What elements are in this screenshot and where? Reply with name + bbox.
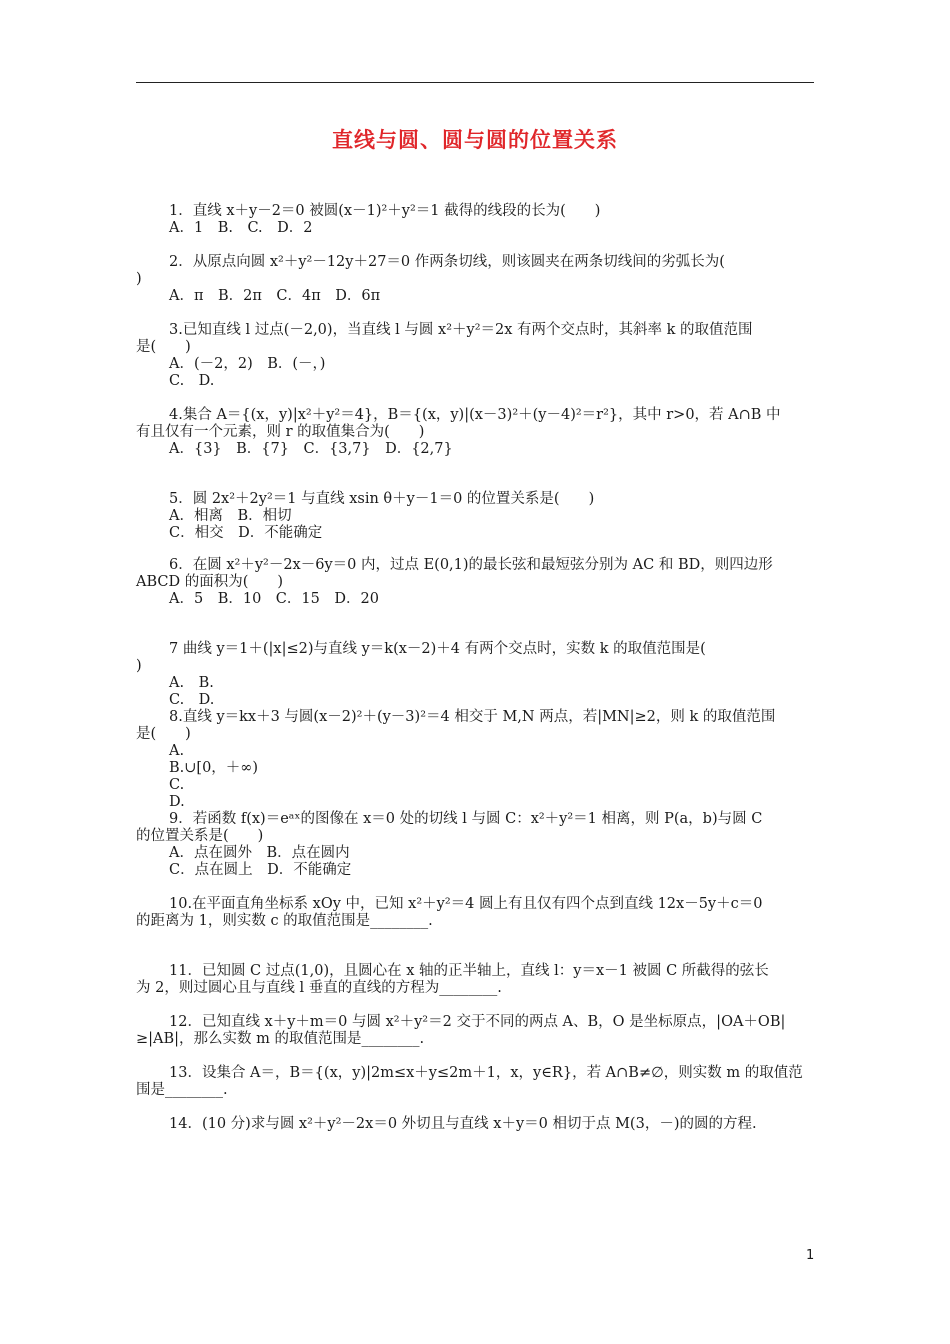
question-list xyxy=(136,200,818,1133)
answer-options: A．π B．2π C．4π D．6π xyxy=(169,288,381,304)
question-text: 9．若函数 f(x)＝eᵃˣ的图像在 x＝0 处的切线 l 与圆 C：x²＋y²＝1 相离，则 P(a，b)与圆 C xyxy=(169,811,763,827)
answer-options: C. D. xyxy=(169,692,215,708)
answer-options: A．1 B. C. D．2 xyxy=(169,220,313,236)
answer-options: C．点在圆上 D．不能确定 xyxy=(169,862,352,878)
question-11 xyxy=(136,963,818,997)
question-text-cont: 有且仅有一个元素，则 r 的取值集合为( ) xyxy=(136,424,425,440)
question-8 xyxy=(136,709,818,811)
question-1 xyxy=(136,203,818,237)
question-text: 13．设集合 A＝，B＝{(x，y)|2m≤x＋y≤2m＋1，x，y∈R}，若 A∩B≠∅，则实数 m 的取值范 xyxy=(169,1065,803,1081)
answer-options: A．点在圆外 B．点在圆内 xyxy=(169,845,350,861)
question-text: 11．已知圆 C 过点(1,0)，且圆心在 x 轴的正半轴上，直线 l：y＝x－1 被圆 C 所截得的弦长 xyxy=(169,963,769,979)
answer-options: A. B. xyxy=(169,675,214,691)
page-number: 1 xyxy=(806,1248,815,1263)
answer-options: C. xyxy=(169,777,185,793)
question-text: 5．圆 2x²＋2y²＝1 与直线 xsin θ＋y－1＝0 的位置关系是( ) xyxy=(169,491,595,507)
answer-options: D. xyxy=(169,794,185,810)
answer-options: A．相离 B．相切 xyxy=(169,508,292,524)
question-text: 4.集合 A＝{(x，y)|x²＋y²＝4}，B＝{(x，y)|(x－3)²＋(y－4)²＝r²}，其中 r>0，若 A∩B 中 xyxy=(169,407,781,423)
question-6 xyxy=(136,557,818,608)
question-10 xyxy=(136,896,818,930)
question-5 xyxy=(136,491,818,542)
header-rule xyxy=(136,82,814,83)
question-text: 6．在圆 x²＋y²－2x－6y＝0 内，过点 E(0,1)的最长弦和最短弦分别为 AC 和 BD，则四边形 xyxy=(169,557,773,573)
question-text-cont: 为 2，则过圆心且与直线 l 垂直的直线的方程为________. xyxy=(136,980,502,996)
answer-options: A．{3} B．{7} C．{3,7} D．{2,7} xyxy=(169,441,453,457)
question-text: 12．已知直线 x＋y＋m＝0 与圆 x²＋y²＝2 交于不同的两点 A、B，O 是坐标原点，|OA＋OB| xyxy=(169,1014,786,1030)
question-text: 10.在平面直角坐标系 xOy 中，已知 x²＋y²＝4 圆上有且仅有四个点到直线 12x－5y＋c＝0 xyxy=(169,896,763,912)
question-text-cont: ≥|AB|，那么实数 m 的取值范围是________. xyxy=(136,1031,425,1047)
answer-options: C. D. xyxy=(169,373,215,389)
question-13 xyxy=(136,1065,818,1099)
question-text-cont: 是( ) xyxy=(136,726,191,742)
question-text: 7 曲线 y＝1＋(|x|≤2)与直线 y＝k(x－2)＋4 有两个交点时，实数 k 的取值范围是( xyxy=(169,641,706,657)
question-text: 3.已知直线 l 过点(－2,0)，当直线 l 与圆 x²＋y²＝2x 有两个交点时，其斜率 k 的取值范围 xyxy=(169,322,753,338)
question-12 xyxy=(136,1014,818,1048)
question-2 xyxy=(136,254,818,305)
page-title: 直线与圆、圆与圆的位置关系 xyxy=(332,128,618,152)
question-3 xyxy=(136,322,818,390)
answer-options: A．5 B．10 C．15 D．20 xyxy=(169,591,379,607)
question-text-cont: 的位置关系是( ) xyxy=(136,828,264,844)
question-text: 1．直线 x＋y－2＝0 被圆(x－1)²＋y²＝1 截得的线段的长为( ) xyxy=(169,203,601,219)
question-text: 2．从原点向圆 x²＋y²－12y＋27＝0 作两条切线，则该圆夹在两条切线间的劣弧长为( xyxy=(169,254,725,270)
answer-options: A. xyxy=(169,743,185,759)
answer-options: B.∪[0，＋∞) xyxy=(169,760,259,776)
question-4 xyxy=(136,407,818,458)
question-text-cont: ) xyxy=(136,658,142,674)
question-text: 14．(10 分)求与圆 x²＋y²－2x＝0 外切且与直线 x＋y＝0 相切于点 M(3，－)的圆的方程. xyxy=(169,1116,757,1132)
answer-options: A．(－2，2) B．(－，) xyxy=(169,356,326,372)
question-text-cont: ABCD 的面积为( ) xyxy=(136,574,284,590)
answer-options: C．相交 D．不能确定 xyxy=(169,525,323,541)
question-9 xyxy=(136,811,818,879)
question-text-cont: 的距离为 1，则实数 c 的取值范围是________. xyxy=(136,913,433,929)
question-text: 8.直线 y＝kx＋3 与圆(x－2)²＋(y－3)²＝4 相交于 M,N 两点，若|MN|≥2，则 k 的取值范围 xyxy=(169,709,776,725)
question-14 xyxy=(136,1116,818,1133)
question-7 xyxy=(136,641,818,709)
question-text-cont: 是( ) xyxy=(136,339,191,355)
question-text-cont: ) xyxy=(136,271,142,287)
question-text-cont: 围是________. xyxy=(136,1082,228,1098)
